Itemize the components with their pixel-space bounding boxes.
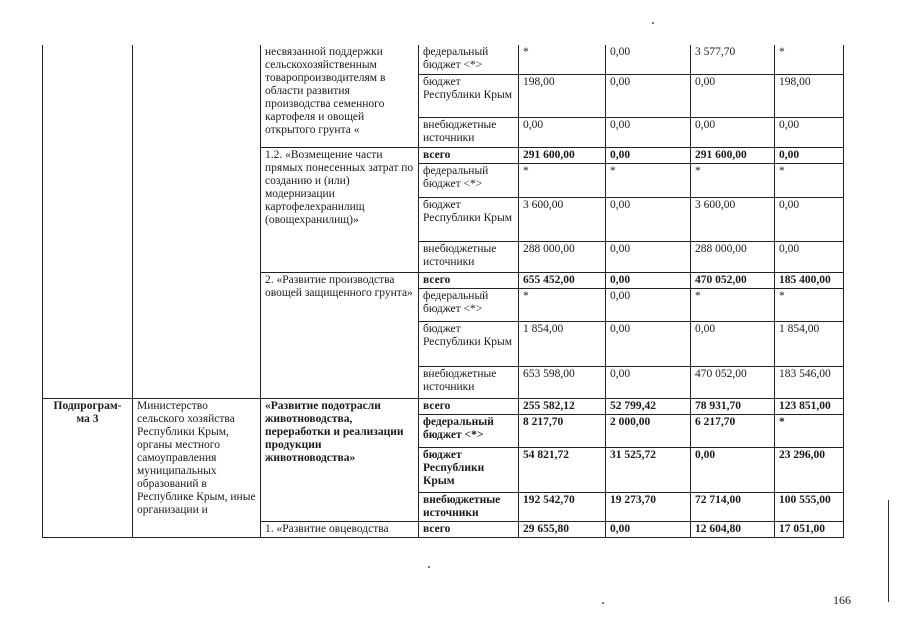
activity-cell: 1. «Развитие овцеводства xyxy=(261,521,419,537)
value-cell: 0,00 xyxy=(519,117,606,147)
value-cell: 0,00 xyxy=(691,117,775,147)
source-cell: бюджет Республики Крым xyxy=(419,321,519,366)
budget-table xyxy=(42,45,844,538)
program-cell-empty xyxy=(43,45,133,398)
value-cell: * xyxy=(691,163,775,197)
value-cell: 0,00 xyxy=(606,366,691,398)
value-cell: 0,00 xyxy=(606,321,691,366)
value-cell: 0,00 xyxy=(691,447,775,492)
value-cell: 0,00 xyxy=(606,288,691,321)
value-cell: 0,00 xyxy=(606,74,691,117)
value-cell: 3 577,70 xyxy=(691,45,775,74)
source-cell: всего xyxy=(419,398,519,414)
value-cell: 0,00 xyxy=(775,197,844,241)
program-label: Подпрограм-ма 3 xyxy=(43,398,133,537)
value-cell: 3 600,00 xyxy=(691,197,775,241)
value-cell: * xyxy=(775,163,844,197)
activity-cell: несвязанной поддержки сельскохозяйственным товаропроизводителям в области развития производства семенного картофеля и овощей открытого грунта « xyxy=(261,45,419,147)
scan-speck xyxy=(652,22,654,24)
source-cell: федеральный бюджет <*> xyxy=(419,414,519,447)
value-cell: * xyxy=(691,288,775,321)
source-cell: всего xyxy=(419,272,519,288)
table-row xyxy=(43,398,844,414)
value-cell: * xyxy=(519,45,606,74)
value-cell: 0,00 xyxy=(606,241,691,272)
value-cell: 0,00 xyxy=(606,272,691,288)
value-cell: 288 000,00 xyxy=(691,241,775,272)
value-cell: 0,00 xyxy=(606,521,691,537)
source-cell: бюджет Республики Крым xyxy=(419,447,519,492)
value-cell: 0,00 xyxy=(775,117,844,147)
activity-cell: 2. «Развитие производства овощей защищенного грунта» xyxy=(261,272,419,398)
source-cell: внебюджетные источники xyxy=(419,241,519,272)
activity-cell: «Развитие подотрасли животноводства, переработки и реализации продукции животноводства» xyxy=(261,398,419,521)
value-cell: 6 217,70 xyxy=(691,414,775,447)
value-cell: 12 604,80 xyxy=(691,521,775,537)
value-cell: 0,00 xyxy=(606,117,691,147)
value-cell: 0,00 xyxy=(606,45,691,74)
value-cell: * xyxy=(775,414,844,447)
value-cell: 291 600,00 xyxy=(691,147,775,163)
activity-cell: 1.2. «Возмещение части прямых понесенных затрат по созданию и (или) модернизации картофелехранилищ (овощехранилищ)» xyxy=(261,147,419,272)
source-cell: всего xyxy=(419,521,519,537)
value-cell: 655 452,00 xyxy=(519,272,606,288)
value-cell: 8 217,70 xyxy=(519,414,606,447)
source-cell: бюджет Республики Крым xyxy=(419,197,519,241)
value-cell: 0,00 xyxy=(775,241,844,272)
value-cell: 72 714,00 xyxy=(691,492,775,521)
source-cell: всего xyxy=(419,147,519,163)
source-cell: внебюджетные источники xyxy=(419,492,519,521)
value-cell: 291 600,00 xyxy=(519,147,606,163)
value-cell: 52 799,42 xyxy=(606,398,691,414)
value-cell: 78 931,70 xyxy=(691,398,775,414)
source-cell: федеральный бюджет <*> xyxy=(419,163,519,197)
value-cell: 183 546,00 xyxy=(775,366,844,398)
value-cell: 29 655,80 xyxy=(519,521,606,537)
source-cell: федеральный бюджет <*> xyxy=(419,288,519,321)
page-number: 166 xyxy=(833,593,851,607)
value-cell: 0,00 xyxy=(606,147,691,163)
value-cell: 123 851,00 xyxy=(775,398,844,414)
value-cell: 3 600,00 xyxy=(519,197,606,241)
value-cell: 192 542,70 xyxy=(519,492,606,521)
source-cell: федеральный бюджет <*> xyxy=(419,45,519,74)
responsible-cell-empty xyxy=(133,45,261,398)
responsible-cell: Министерство сельского хозяйства Республики Крым, органы местного самоуправления муниципальных образований в Республике Крым, иные организации и xyxy=(133,398,261,537)
value-cell: 288 000,00 xyxy=(519,241,606,272)
value-cell: 470 052,00 xyxy=(691,366,775,398)
value-cell: 23 296,00 xyxy=(775,447,844,492)
value-cell: * xyxy=(519,163,606,197)
value-cell: 255 582,12 xyxy=(519,398,606,414)
scan-speck xyxy=(602,602,604,604)
value-cell: 470 052,00 xyxy=(691,272,775,288)
value-cell: 17 051,00 xyxy=(775,521,844,537)
value-cell: * xyxy=(775,45,844,74)
value-cell: * xyxy=(606,163,691,197)
value-cell: 2 000,00 xyxy=(606,414,691,447)
value-cell: 1 854,00 xyxy=(775,321,844,366)
value-cell: 198,00 xyxy=(519,74,606,117)
table-row xyxy=(43,45,844,74)
value-cell: 54 821,72 xyxy=(519,447,606,492)
value-cell: 100 555,00 xyxy=(775,492,844,521)
value-cell: 185 400,00 xyxy=(775,272,844,288)
source-cell: бюджет Республики Крым xyxy=(419,74,519,117)
source-cell: внебюджетные источники xyxy=(419,366,519,398)
value-cell: 0,00 xyxy=(775,147,844,163)
value-cell: 1 854,00 xyxy=(519,321,606,366)
scan-edge-line xyxy=(888,500,889,602)
value-cell: 0,00 xyxy=(691,74,775,117)
value-cell: * xyxy=(519,288,606,321)
scan-speck xyxy=(428,566,430,568)
source-cell: внебюджетные источники xyxy=(419,117,519,147)
value-cell: 0,00 xyxy=(606,197,691,241)
value-cell: 198,00 xyxy=(775,74,844,117)
value-cell: 19 273,70 xyxy=(606,492,691,521)
value-cell: 0,00 xyxy=(691,321,775,366)
value-cell: 653 598,00 xyxy=(519,366,606,398)
value-cell: 31 525,72 xyxy=(606,447,691,492)
value-cell: * xyxy=(775,288,844,321)
